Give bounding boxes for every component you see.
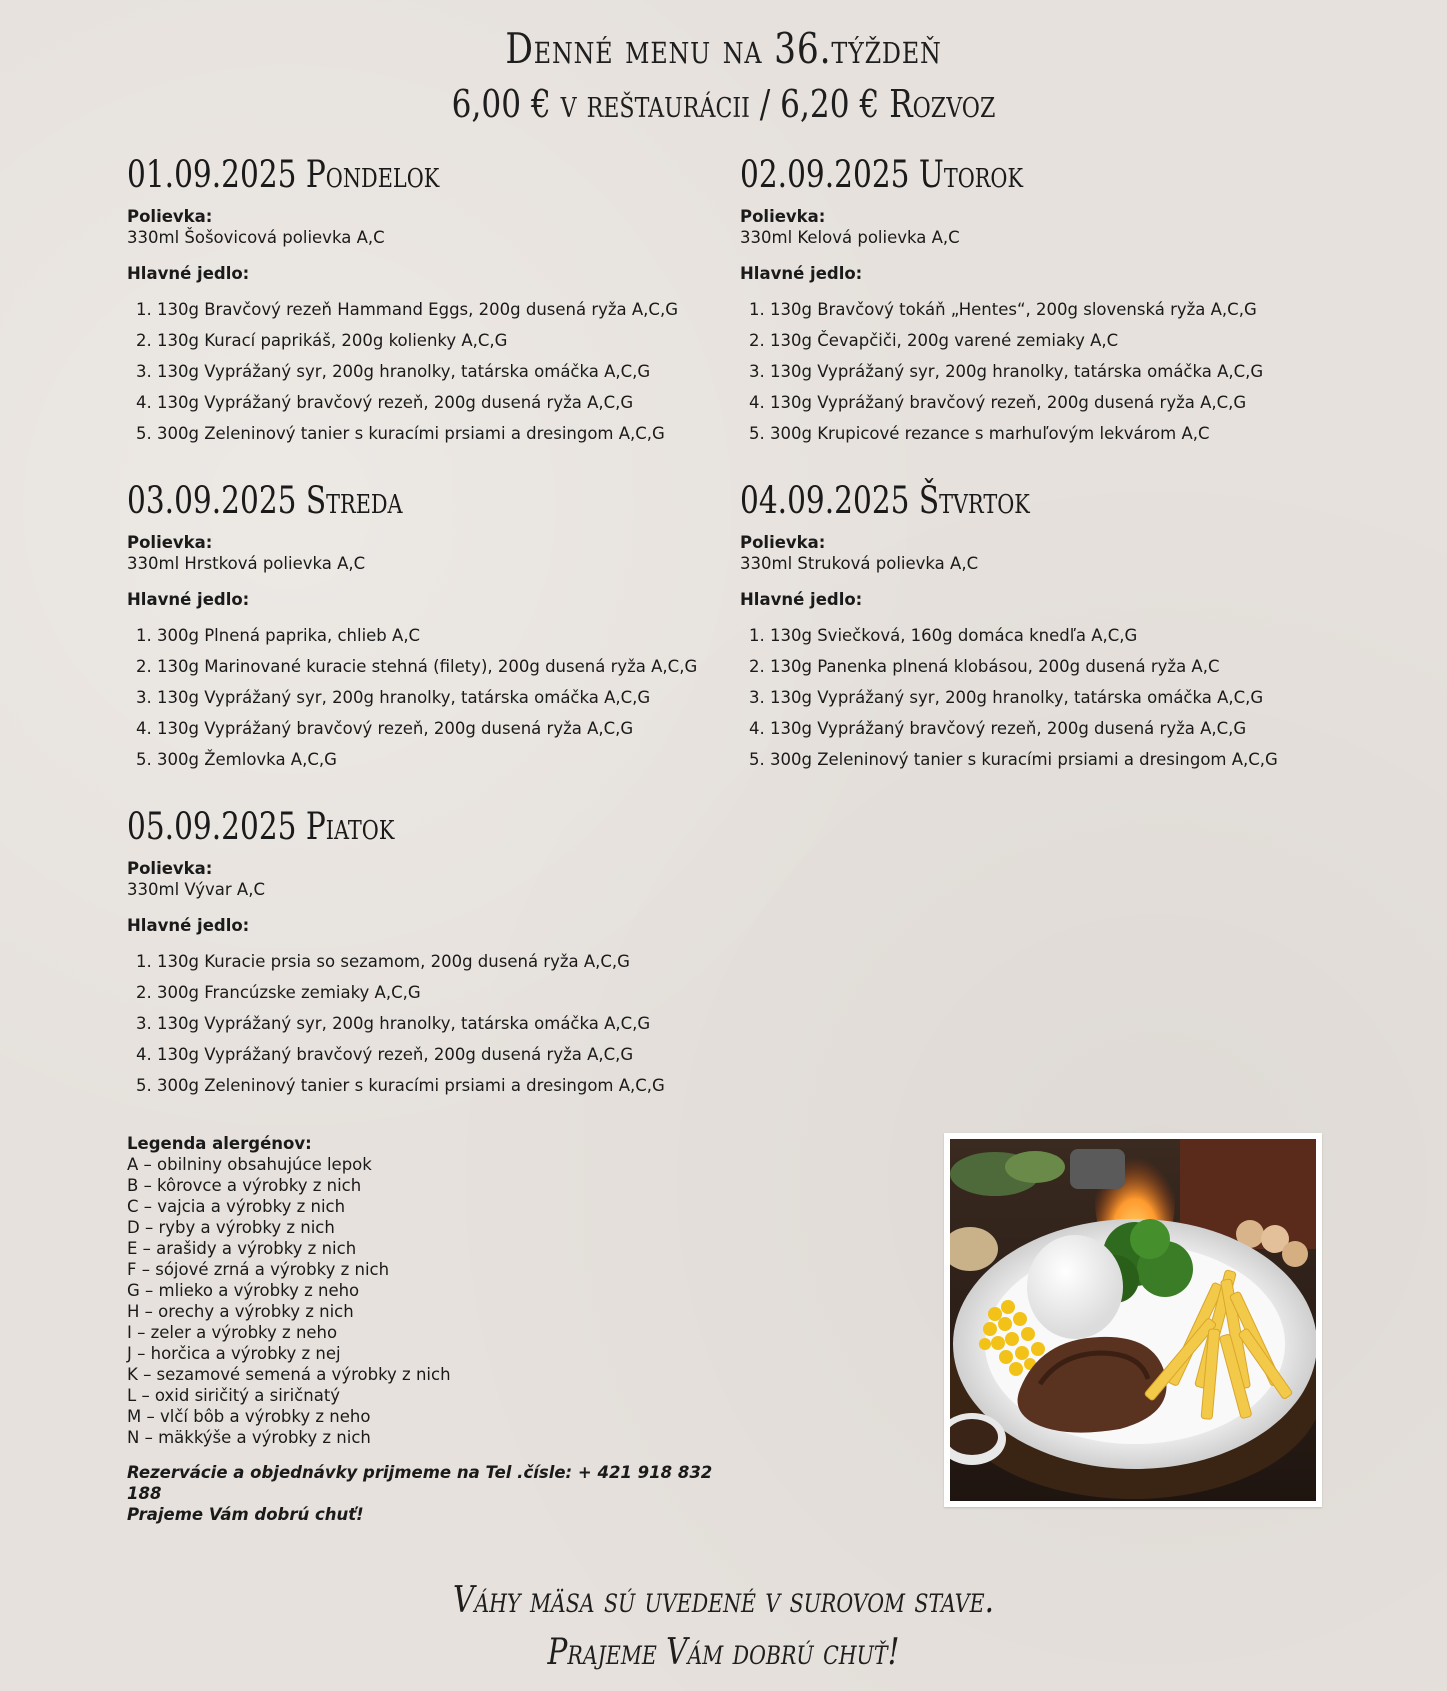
main-label: Hlavné jedlo: xyxy=(127,916,250,935)
food-photo xyxy=(944,1133,1322,1507)
soup-item: 330ml Vývar A,C xyxy=(127,880,265,899)
legend-item: L – oxid siričitý a siričnatý xyxy=(127,1386,341,1405)
meal-item: 1. 130g Sviečková, 160g domáca knedľa A,C,G xyxy=(770,620,1340,651)
meal-item: 4. 130g Vyprážaný bravčový rezeň, 200g dusená ryža A,C,G xyxy=(770,387,1340,418)
legend-item: F – sójové zrná a výrobky z nich xyxy=(127,1260,390,1279)
menu-header xyxy=(0,22,1447,130)
meal-item: 5. 300g Zeleninový tanier s kuracími prsiami a dresingom A,C,G xyxy=(157,1070,727,1101)
meal-item: 3. 130g Vyprážaný syr, 200g hranolky, tatárska omáčka A,C,G xyxy=(157,1008,727,1039)
day-title: 03.09.2025 Streda xyxy=(127,479,403,522)
footer-wish: Prajeme Vám dobrú chuť! xyxy=(547,1632,900,1673)
soup-item: 330ml Kelová polievka A,C xyxy=(740,228,960,247)
legend-item: G – mlieko a výrobky z neho xyxy=(127,1281,360,1300)
legend-item: I – zeler a výrobky z neho xyxy=(127,1323,338,1342)
main-label: Hlavné jedlo: xyxy=(740,590,863,609)
soup-label: Polievka: xyxy=(127,859,213,878)
allergen-legend xyxy=(127,1133,747,1525)
meal-item: 3. 130g Vyprážaný syr, 200g hranolky, tatárska omáčka A,C,G xyxy=(157,356,727,387)
day-friday xyxy=(127,804,727,1101)
meal-list xyxy=(740,294,1340,449)
day-title: 04.09.2025 Štvrtok xyxy=(740,479,1030,522)
meal-item: 4. 130g Vyprážaný bravčový rezeň, 200g dusená ryža A,C,G xyxy=(157,713,727,744)
food-photo-illustration xyxy=(950,1139,1316,1501)
legend-item: K – sezamové semená a výrobky z nich xyxy=(127,1365,451,1384)
day-thursday xyxy=(740,478,1340,775)
meal-item: 4. 130g Vyprážaný bravčový rezeň, 200g dusená ryža A,C,G xyxy=(770,713,1340,744)
meal-list xyxy=(740,620,1340,775)
legend-item: J – horčica a výrobky z nej xyxy=(127,1344,341,1363)
legend-item: M – vlčí bôb a výrobky z neho xyxy=(127,1407,371,1426)
wish-text: Prajeme Vám dobrú chuť! xyxy=(127,1505,364,1524)
soup-item: 330ml Struková polievka A,C xyxy=(740,554,979,573)
menu-title: Denné menu na 36.týždeň xyxy=(505,24,942,73)
meal-item: 5. 300g Žemlovka A,C,G xyxy=(157,744,727,775)
meal-item: 2. 130g Kurací paprikáš, 200g kolienky A,C,G xyxy=(157,325,727,356)
main-label: Hlavné jedlo: xyxy=(127,590,250,609)
legend-item: D – ryby a výrobky z nich xyxy=(127,1218,335,1237)
meal-item: 1. 300g Plnená paprika, chlieb A,C xyxy=(157,620,727,651)
day-wednesday xyxy=(127,478,727,775)
legend-item: H – orechy a výrobky z nich xyxy=(127,1302,354,1321)
meal-list xyxy=(127,294,727,449)
soup-label: Polievka: xyxy=(127,207,213,226)
soup-item: 330ml Hrstková polievka A,C xyxy=(127,554,366,573)
legend-title: Legenda alergénov: xyxy=(127,1134,312,1153)
day-tuesday xyxy=(740,152,1340,449)
meal-list xyxy=(127,946,727,1101)
meal-item: 1. 130g Bravčový rezeň Hammand Eggs, 200g dusená ryža A,C,G xyxy=(157,294,727,325)
day-title: 02.09.2025 Utorok xyxy=(740,153,1024,196)
legend-item: E – arašidy a výrobky z nich xyxy=(127,1239,357,1258)
meal-item: 3. 130g Vyprážaný syr, 200g hranolky, tatárska omáčka A,C,G xyxy=(157,682,727,713)
meal-item: 5. 300g Zeleninový tanier s kuracími prsiami a dresingom A,C,G xyxy=(770,744,1340,775)
soup-label: Polievka: xyxy=(127,533,213,552)
meal-item: 2. 300g Francúzske zemiaky A,C,G xyxy=(157,977,727,1008)
meal-item: 2. 130g Marinované kuracie stehná (filety), 200g dusená ryža A,C,G xyxy=(157,651,727,682)
day-monday xyxy=(127,152,727,449)
footer-note: Váhy mäsa sú uvedené v surovom stave. xyxy=(453,1580,994,1621)
legend-item: C – vajcia a výrobky z nich xyxy=(127,1197,346,1216)
meal-item: 1. 130g Kuracie prsia so sezamom, 200g dusená ryža A,C,G xyxy=(157,946,727,977)
meal-item: 1. 130g Bravčový tokáň „Hentes“, 200g slovenská ryža A,C,G xyxy=(770,294,1340,325)
meal-item: 4. 130g Vyprážaný bravčový rezeň, 200g dusená ryža A,C,G xyxy=(157,387,727,418)
main-label: Hlavné jedlo: xyxy=(740,264,863,283)
soup-item: 330ml Šošovicová polievka A,C xyxy=(127,228,385,247)
menu-price: 6,00 € v reštaurácii / 6,20 € Rozvoz xyxy=(451,82,996,126)
day-title: 05.09.2025 Piatok xyxy=(127,805,395,848)
legend-item: N – mäkkýše a výrobky z nich xyxy=(127,1428,371,1447)
meal-item: 2. 130g Panenka plnená klobásou, 200g dusená ryža A,C xyxy=(770,651,1340,682)
menu-footer xyxy=(0,1575,1447,1679)
meal-item: 3. 130g Vyprážaný syr, 200g hranolky, tatárska omáčka A,C,G xyxy=(770,356,1340,387)
meal-list xyxy=(127,620,727,775)
legend-item: B – kôrovce a výrobky z nich xyxy=(127,1176,362,1195)
meal-item: 2. 130g Čevapčiči, 200g varené zemiaky A,C xyxy=(770,325,1340,356)
reservation-contact: Rezervácie a objednávky prijmeme na Tel .čísle: + 421 918 832 188 xyxy=(127,1463,713,1503)
meal-item: 3. 130g Vyprážaný syr, 200g hranolky, tatárska omáčka A,C,G xyxy=(770,682,1340,713)
legend-item: A – obilniny obsahujúce lepok xyxy=(127,1155,372,1174)
meal-item: 5. 300g Zeleninový tanier s kuracími prsiami a dresingom A,C,G xyxy=(157,418,727,449)
day-title: 01.09.2025 Pondelok xyxy=(127,153,440,196)
main-label: Hlavné jedlo: xyxy=(127,264,250,283)
meal-item: 5. 300g Krupicové rezance s marhuľovým lekvárom A,C xyxy=(770,418,1340,449)
soup-label: Polievka: xyxy=(740,533,826,552)
meal-item: 4. 130g Vyprážaný bravčový rezeň, 200g dusená ryža A,C,G xyxy=(157,1039,727,1070)
soup-label: Polievka: xyxy=(740,207,826,226)
